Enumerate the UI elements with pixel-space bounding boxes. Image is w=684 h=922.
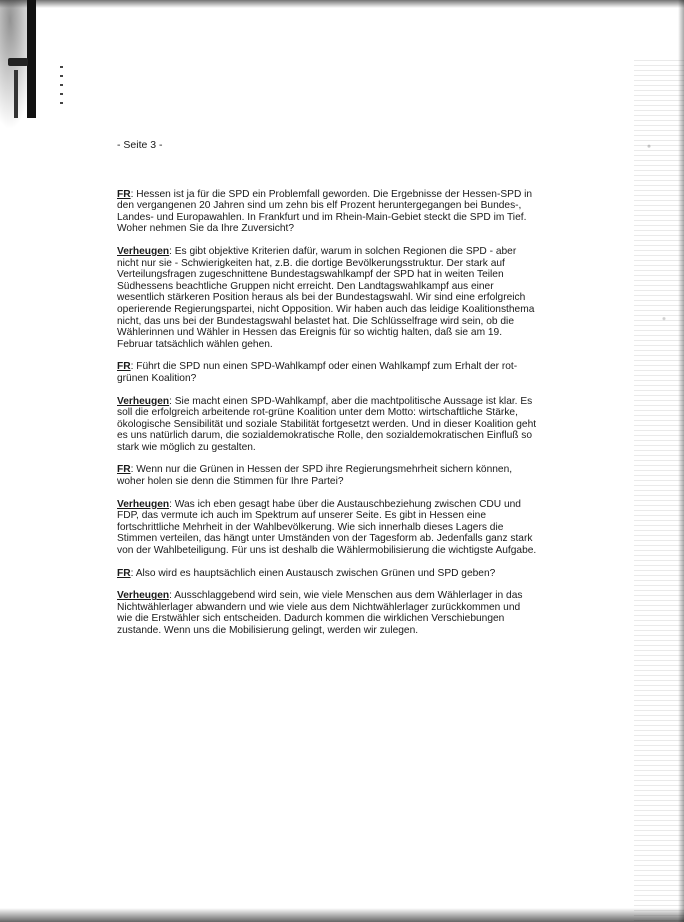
interview-paragraph bbox=[117, 464, 537, 487]
scan-edge-right bbox=[678, 0, 684, 922]
paragraph-text: : Führt die SPD nun einen SPD-Wahlkampf oder einen Wahlkampf zum Erhalt der rot-grünen Koalition? bbox=[117, 361, 518, 384]
scan-edge-top bbox=[0, 0, 684, 8]
page-number: - Seite 3 - bbox=[117, 139, 163, 151]
speaker-label: Verheugen bbox=[117, 245, 170, 257]
paragraph-text: : Wenn nur die Grünen in Hessen der SPD ihre Regierungsmehrheit sichern können, woher holen sie denn die Stimmen für Ihre Partei? bbox=[117, 464, 513, 488]
interview-paragraph bbox=[117, 499, 537, 557]
paragraph-text: : Was ich eben gesagt habe über die Austauschbeziehung zwischen CDU und FDP, das vermute ich auch im Spektrum auf unserer Seite. Es gibt in Hessen eine fortschrittliche Mehrheit in der Wahlbevölkerung. Wie sich innerhalb dieses Lagers die Stimmen verteilen, das hängt unter Umständen von der Tagesform ab. Jedenfalls ganz stark von der Wahlbeteiligung. Für uns ist deshalb die Wählermobilisierung die wichtigste Aufgabe. bbox=[117, 498, 537, 557]
speaker-label: FR bbox=[117, 361, 131, 373]
interview-paragraph bbox=[117, 396, 537, 454]
scan-noise-right bbox=[634, 60, 684, 922]
interview-paragraph bbox=[117, 361, 537, 384]
speaker-label: Verheugen bbox=[117, 395, 170, 407]
binder-clip-arm bbox=[14, 70, 18, 118]
binder-clip-bar bbox=[27, 0, 36, 118]
speaker-label: Verheugen bbox=[117, 498, 170, 510]
paragraph-text: : Sie macht einen SPD-Wahlkampf, aber die machtpolitische Aussage ist klar. Es soll die erfolgreich arbeitende rot-grüne Koalition unter dem Motto: wirtschaftliche Stärke, ökologische Sensibilität und soziale Stabilität fortgesetzt werden. Und in dieser Koalition geht es uns natürlich darum, die sozialdemokratische Rolle, den sozialdemokratischen Einfluß so stark wie möglich zu gestalten. bbox=[117, 395, 537, 453]
speaker-label: FR bbox=[117, 464, 131, 476]
scan-edge-bottom bbox=[0, 908, 684, 922]
document-page bbox=[117, 140, 537, 648]
paragraph-text: : Also wird es hauptsächlich einen Austausch zwischen Grünen und SPD geben? bbox=[130, 567, 496, 579]
paragraph-text: : Hessen ist ja für die SPD ein Problemfall geworden. Die Ergebnisse der Hessen-SPD in den vergangenen 20 Jahren sind um zehn bis elf Prozent heruntergegangen bei Bundes-, Landes- und Europawahlen. In Frankfurt und im Rhein-Main-Gebiet steckt die SPD im Tief. Woher nehmen Sie da Ihre Zuversicht? bbox=[117, 188, 533, 235]
interview-paragraph bbox=[117, 568, 537, 580]
interview-paragraph bbox=[117, 246, 537, 350]
punch-hole-marks bbox=[60, 66, 63, 106]
paragraph-text: : Es gibt objektive Kriterien dafür, warum in solchen Regionen die SPD - aber nicht nur sie - Schwierigkeiten hat, z.B. die dortige Bevölkerungsstruktur. Der stark auf Verteilungsfragen zugeschnittene Bundestagswahlkampf der SPD hat in weiten Teilen Südhessens beachtliche Gruppen nicht erreicht. Den Landtagswahlkampf aus einer wesentlich stärkeren Position heraus als bei der Bundestagswahl. Wir sind eine erfolgreich operierende Regierungspartei, nicht Opposition. Wir haben auch das leidige Koalitionsthema nicht, das uns bei der Bundestagswahl belastet hat. Die Schlüsselfrage wird sein, ob die Wählerinnen und Wähler in Hessen das Ereignis für so wichtig halten, daß sie am 19. Februar tatsächlich wählen gehen. bbox=[117, 245, 535, 350]
speaker-label: FR bbox=[117, 567, 131, 579]
binder-clip-hook bbox=[8, 58, 28, 66]
interview-paragraph bbox=[117, 590, 537, 636]
paragraph-text: : Ausschlaggebend wird sein, wie viele Menschen aus dem Wählerlager in das Nichtwählerlager abwandern und wie viele aus dem Nichtwählerlager zurückkommen und wie die Erstwähler sich entscheiden. Dadurch kommen die wirklichen Verschiebungen zustande. Wenn uns die Mobilisierung gelingt, werden wir zulegen. bbox=[117, 590, 523, 636]
interview-paragraph bbox=[117, 189, 537, 235]
speaker-label: FR bbox=[117, 188, 131, 200]
speaker-label: Verheugen bbox=[117, 590, 170, 602]
